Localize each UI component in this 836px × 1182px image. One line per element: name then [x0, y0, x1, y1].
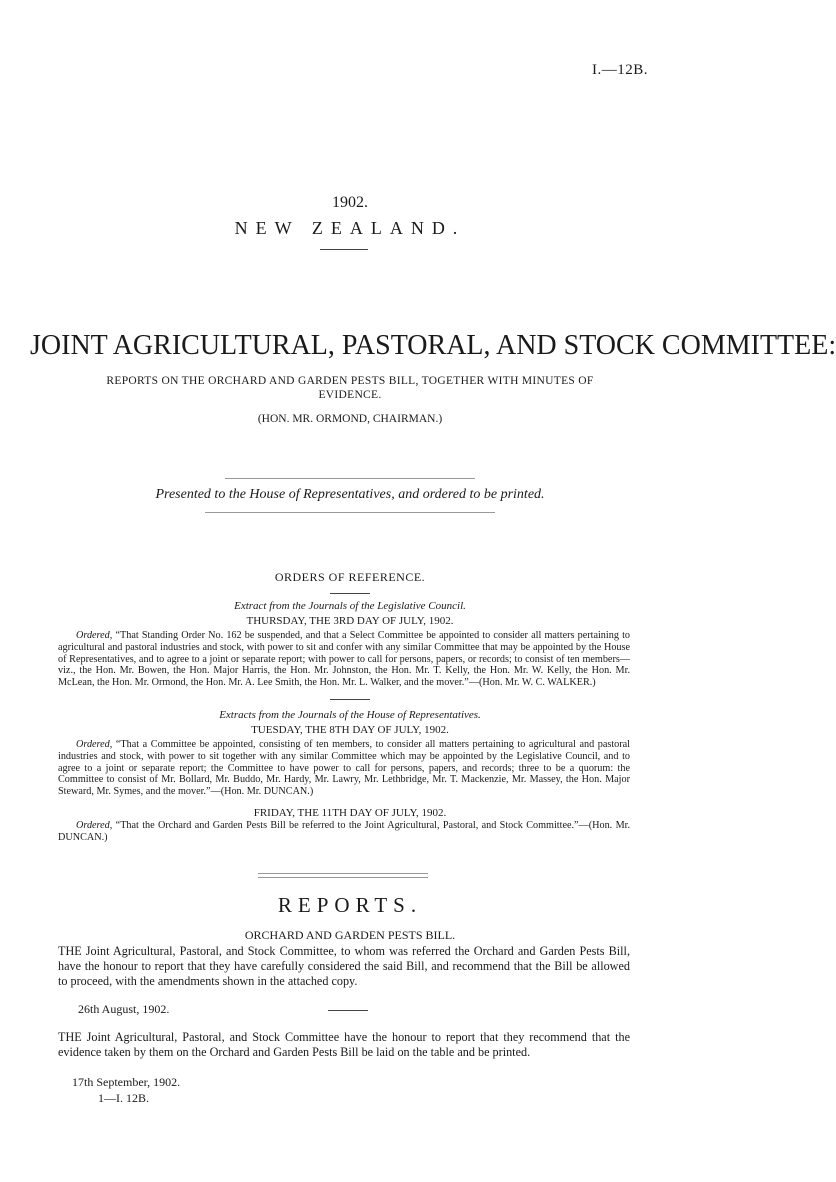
ordered-label: Ordered, [76, 630, 113, 641]
council-extract-heading: Extract from the Journals of the Legislative Council. [234, 600, 466, 612]
orders-of-reference-heading: ORDERS OF REFERENCE. [274, 570, 426, 584]
council-date: THURSDAY, THE 3RD DAY OF JULY, 1902. [246, 615, 454, 627]
report-subtitle: REPORTS ON THE ORCHARD AND GARDEN PESTS BILL, TOGETHER WITH MINUTES OF EVIDENCE. [106, 375, 594, 401]
reports-heading: REPORTS. [277, 893, 423, 917]
house-order-text-2: “That the Orchard and Garden Pests Bill be referred to the Joint Agricultural, Pastoral, and Stock Committee.”—(Hon. Mr. DUNCAN.) [58, 820, 631, 843]
divider [320, 249, 368, 250]
divider [330, 593, 370, 594]
divider [328, 1010, 368, 1011]
document-year: 1902. [332, 194, 368, 211]
report-2-date: 17th September, 1902. [72, 1075, 181, 1089]
house-order-text-1: “That a Committee be appointed, consisting of ten members, to consider all matters pertaining to agricultural and pastoral industries and stock, with power to sit together with any similar Committee which may be appointed by the Legislative Council, and to agree to a joint or separate report; the Committee to have power to call for persons, papers, and records; three to be a quorum: the Committee to consist of Mr. Bollard, Mr. Buddo, Mr. Hardy, Mr. Lawry, Mr. Lethbridge, Mr. T. Mackenzie, Mr. Massey, the Hon. Major Steward, Mr. Symes, and the mover.”—(Hon. Mr. DUNCAN.) [58, 739, 631, 798]
report-1: THE Joint Agricultural, Pastoral, and Stock Committee, to whom was referred the Orchard and Garden Pests Bill, have the honour to report that they have carefully considered the said Bill, and recommend that the Bill be allowed to proceed, with the amendments shown in the attached copy. [58, 944, 630, 988]
divider [258, 877, 428, 878]
report-1-date: 26th August, 1902. [78, 1002, 170, 1016]
council-order-text: “That Standing Order No. 162 be suspended, and that a Select Committee be appointed to consider all matters pertaining to agricultural and pastoral industries and stock, with power to sit and confer with any similar Committee that may be appointed by the House of Representatives, and to agree to a joint or separate report; with power to call for persons, papers, or records; to consist of ten members—viz., the Hon. Mr. Bowen, the Hon. Major Harris, the Hon. Mr. Johnston, the Hon. Mr. T. Kelly, the Hon. Mr. W. Kelly, the Hon. Mr. McLean, the Hon. Mr. Ormond, the Hon. Mr. A. Lee Smith, the Hon. Mr. L. Walker, and the mover.”—(Hon. Mr. W. C. WALKER.) [58, 630, 631, 689]
house-date-1: TUESDAY, THE 8TH DAY OF JULY, 1902. [251, 724, 449, 736]
report-2: THE Joint Agricultural, Pastoral, and Stock Committee have the honour to report that they recommend that the evidence taken by them on the Orchard and Garden Pests Bill be laid on the table and be printed. [58, 1030, 630, 1059]
divider [330, 699, 370, 700]
house-order-paragraph-2 [58, 820, 630, 844]
ordered-label: Ordered, [76, 820, 113, 831]
divider [258, 873, 428, 874]
council-order-paragraph [58, 630, 630, 689]
document-reference: I.—12B. [592, 62, 648, 78]
house-extract-heading: Extracts from the Journals of the House of Representatives. [219, 709, 481, 721]
house-date-2: FRIDAY, THE 11TH DAY OF JULY, 1902. [253, 807, 447, 819]
ordered-label: Ordered, [76, 739, 113, 750]
house-order-paragraph-1 [58, 739, 630, 798]
chairman-line: (HON. MR. ORMOND, CHAIRMAN.) [257, 413, 443, 425]
bill-heading: ORCHARD AND GARDEN PESTS BILL. [244, 928, 456, 942]
presented-line: Presented to the House of Representatives, and ordered to be printed. [155, 487, 545, 502]
country-heading: NEW ZEALAND. [234, 218, 466, 238]
divider [205, 512, 495, 513]
committee-title: JOINT AGRICULTURAL, PASTORAL, AND STOCK COMMITTEE: [30, 330, 836, 361]
divider [225, 478, 475, 479]
sheet-signature: 1—I. 12B. [98, 1091, 149, 1105]
